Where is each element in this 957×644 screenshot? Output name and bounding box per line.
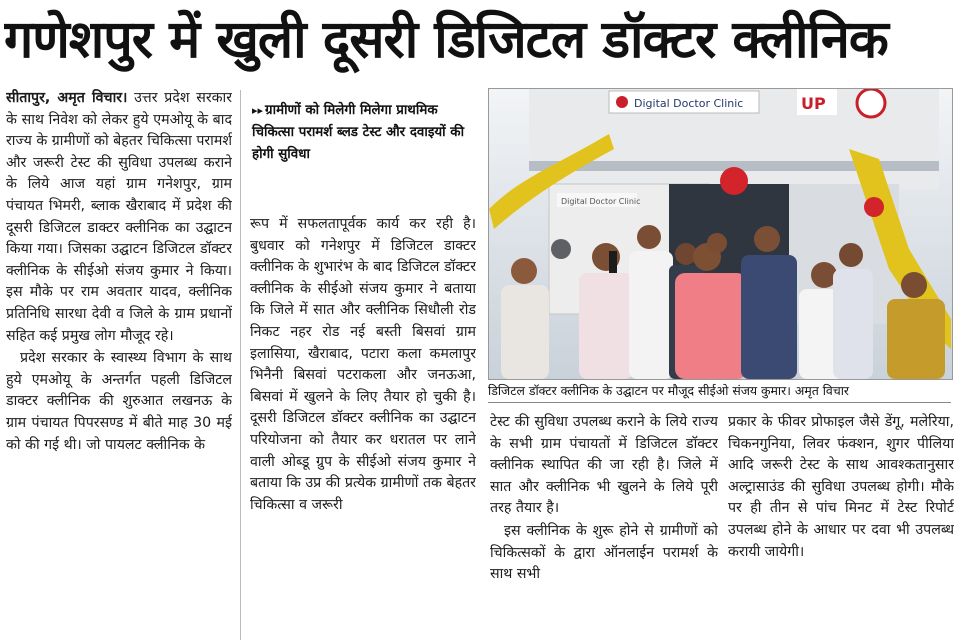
- paragraph-5: इस क्लीनिक के शुरू होने से ग्रामीणों को चिकित्सकों के द्वारा ऑनलाईन परामर्श के साथ सभी: [490, 522, 718, 583]
- article-column-1: [6, 88, 232, 644]
- photo-caption: डिजिटल डॉक्टर क्लीनिक के उद्घाटन पर मौजूद सीईओ संजय कुमार। अमृत विचार: [488, 380, 951, 403]
- dateline: सीतापुर, अमृत विचार।: [6, 90, 128, 106]
- paragraph-3: रूप में सफलतापूर्वक कार्य कर रही है। बुधवार को गनेशपुर में डिजिटल डाक्टर क्लीनिक के शुभारंभ के बाद डिजिटल डॉक्टर क्लीनिक के सीईओ संजय कुमार ने बताया कि जिले में सात और क्लीनिक सिधौली रोड निकट नहर रोड नई बस्ती बिसवां ग्राम इलासिया, खैराबाद, पटारा कला कमलापुर भिनैनी बिसवां पटराकला और जनऊआ, बिसवां में खुलने के लिए तैयार हो चुकी है। दूसरी डिजिटल डॉक्टर क्लीनिक का उद्घाटन परियोजना को तैयार कर धरातल पर लाने वाली ओब्डू ग्रुप के सीईओ संजय कुमार ने बताया कि उप्र की प्रत्येक ग्रामीणों तक बेहतर चिकित्सा व जरूरी: [250, 216, 476, 513]
- balloon: [551, 239, 571, 259]
- paragraph-1-text: उत्तर प्रदेश सरकार के साथ निवेश को लेकर हुये एमओयू के बाद राज्य के ग्रामीणों को बेहतर चिकित्सा परामर्श और जरूरी टेस्ट की सुविधा उपलब्ध कराने के लिये आज यहां ग्राम गनेशपुर, ग्राम पंचायत भिमरी, ब्लाक खैराबाद में प्रदेश की दूसरी डिजिटल डाक्टर क्लीनिक का उद्घाटन किया गया। जिसका उद्घाटन डिजिटल डॉक्टर क्लीनिक के सीईओ संजय कुमार ने किया। इस मौके पर राम अवतार यादव, क्लीनिक प्रतिनिधि सारधा देवी व जिले के ग्राम प्रधानों सहित कई प्रमुख लोग मौजूद रहे।: [6, 90, 232, 344]
- clinic-logo-icon: [616, 96, 628, 108]
- article-column-3: [490, 412, 718, 644]
- paragraph-6: प्रकार के फीवर प्रोफाइल जैसे डेंगू, मलेरिया, चिकनगुनिया, लिवर फंक्शन, शुगर पीलिया आदि जरूरी टेस्ट के साथ आवश्कतानुसार अल्ट्रासाउंड की सुविधा उपलब्ध होगी। मौके पर ही तीन से पांच मिनट में टेस्ट रिपोर्ट उपलब्ध होने के आधार पर दवा भी उपलब्ध करायी जायेगी।: [728, 414, 954, 560]
- pull-quote: [252, 100, 480, 204]
- paragraph-1: [6, 88, 232, 347]
- balloon: [864, 197, 884, 217]
- article-column-4: [728, 412, 954, 644]
- article-column-2: [250, 214, 476, 644]
- health-logo-icon: [857, 89, 885, 117]
- pull-quote-text: ग्रामीणों को मिलेगी मिलेगा प्राथमिक चिकित्सा परामर्श ब्लड टेस्ट और दवाइयों की होगी सुविधा: [252, 103, 465, 162]
- paragraph-2: प्रदेश सरकार के स्वास्थ्य विभाग के साथ हुये एमओयू के अन्तर्गत पहली डिजिटल डाक्टर क्लीनिक की शुरुआत लखनऊ के ग्राम पंचायत पिपरसण्ड में बीते माह 30 मई को की गई थी। जो पायलट क्लीनिक के: [6, 350, 232, 453]
- headline: गणेशपुर में खुली दूसरी डिजिटल डॉक्टर क्लीनिक: [4, 10, 888, 70]
- kiosk-text: Digital Doctor Clinic: [561, 197, 641, 206]
- clinic-sign-text: Digital Doctor Clinic: [634, 97, 744, 110]
- up-logo-text: UP: [801, 94, 826, 113]
- double-arrow-icon: ▸▸: [252, 104, 264, 117]
- paragraph-4: टेस्ट की सुविधा उपलब्ध कराने के लिये राज्य के सभी ग्राम पंचायतों में डिजिटल डॉक्टर क्लीनिक स्थापित की जा रही है। जिले में सात और क्लीनिक भी खुलने के लिये पूरी तरह तैयार है।: [490, 414, 718, 517]
- news-photo: [488, 88, 953, 380]
- column-divider: [240, 90, 241, 640]
- balloon: [720, 167, 748, 195]
